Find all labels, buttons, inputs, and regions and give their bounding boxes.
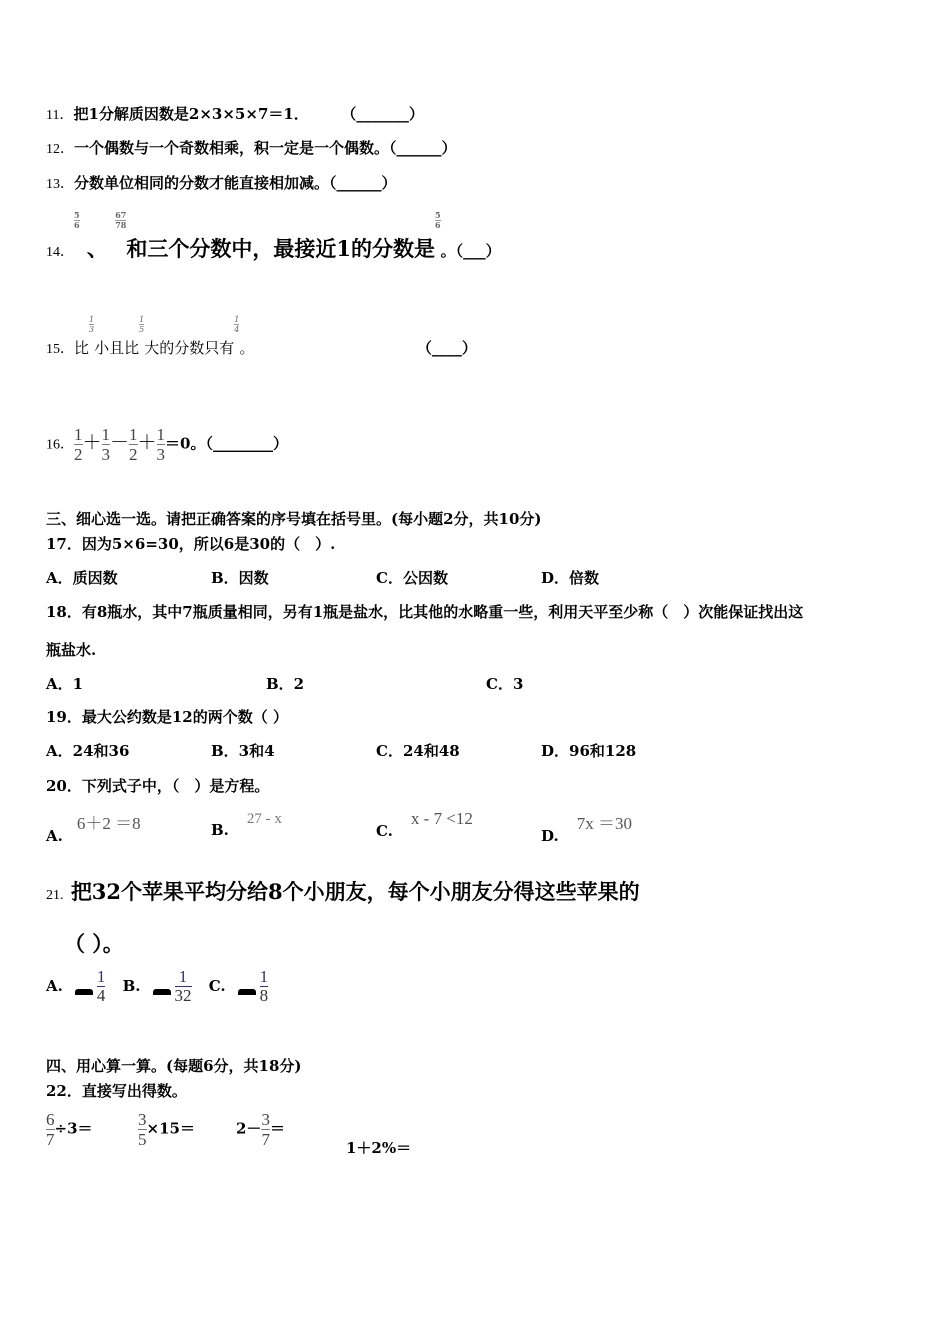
fraction-denominator: 4: [234, 325, 240, 334]
q19-option-a: A．24和36: [46, 742, 130, 760]
fraction-numerator: 1: [89, 315, 95, 324]
text-span: 12．: [46, 142, 74, 157]
fraction-denominator: 32: [174, 986, 192, 1005]
text-span: [139, 315, 144, 334]
text-span: [74, 425, 83, 464]
q19-option-d: D．96和128: [541, 742, 637, 760]
fraction-numerator: 1: [156, 425, 166, 444]
q20-option-d: [541, 814, 632, 846]
q21-option-b: [122, 967, 192, 1005]
text-span: A.: [46, 976, 63, 995]
q20-option-c: [376, 809, 473, 841]
text-span: 27 - x: [246, 811, 282, 827]
fraction-denominator: 2: [129, 445, 138, 464]
question-17: 17．因为5×6=30，所以6是30的（ ）.: [46, 535, 336, 553]
text-span: [234, 315, 239, 334]
q21-option-a: [46, 967, 106, 1005]
text-span: 15．: [46, 342, 74, 357]
fraction-numerator: 1: [74, 425, 83, 444]
question-18-cont: 瓶盐水.: [46, 641, 97, 659]
fraction-numerator: 1: [178, 967, 188, 986]
q22-item-3: [236, 1110, 285, 1149]
fraction-denominator: 6: [74, 220, 80, 230]
text-span: [129, 425, 138, 464]
fraction-denominator: 6: [434, 220, 441, 230]
text-span: 6＋2 ＝8: [76, 814, 141, 833]
text-span: [46, 1110, 55, 1149]
fraction-numerator: 1: [139, 315, 145, 324]
text-span: C.: [376, 822, 393, 840]
fraction-numerator: 3: [138, 1110, 147, 1129]
text-span: B.: [211, 821, 229, 839]
question-19: 19．最大公约数是12的两个数（ ）: [46, 708, 288, 726]
text-span: 14．: [46, 245, 74, 260]
q21-option-c: [208, 967, 269, 1005]
text-span: 把32个苹果平均分给8个小朋友，每个小朋友分得这些苹果的: [70, 879, 640, 904]
q17-option-d: D．倍数: [541, 569, 600, 587]
q22-item-4: 1＋2%＝: [346, 1139, 412, 1157]
fraction-numerator: 3: [261, 1110, 270, 1129]
question-16: [46, 425, 288, 464]
text-span: B.: [122, 976, 141, 995]
question-11: [46, 103, 424, 124]
fraction-denominator: 7: [46, 1130, 55, 1149]
text-span: ＝0。（________）: [165, 434, 288, 453]
text-span: 和三个分数中，最接近1的分数是: [126, 236, 435, 261]
text-span: 。（___）: [440, 242, 501, 260]
fraction-denominator: 8: [120, 220, 127, 230]
text-span: ＋: [82, 431, 102, 454]
text-span: （____）: [424, 339, 477, 357]
text-span: ＋: [137, 431, 157, 454]
question-21: [46, 876, 640, 906]
fraction: [74, 211, 80, 230]
text-span: [157, 425, 166, 464]
text-span: 大的分数只有: [144, 339, 235, 357]
q21-options: [46, 968, 268, 1005]
text-span: A.: [46, 827, 63, 845]
text-span: 7x ＝30: [576, 814, 632, 833]
q20-option-a: [46, 814, 141, 846]
text-span: ÷3＝: [54, 1119, 93, 1138]
fraction-denominator: 7: [261, 1130, 270, 1149]
text-span: [435, 211, 441, 230]
question-22: 22．直接写出得数。: [46, 1082, 187, 1100]
q19-option-c: C．24和48: [376, 742, 460, 760]
placeholder-box: [75, 989, 93, 995]
q17-option-b: B．因数: [211, 569, 269, 587]
question-18: 18．有8瓶水，其中7瓶质量相同，另有1瓶是盐水，比其他的水略重一些，利用天平至少称（ ）次能保证找出这: [46, 603, 804, 621]
question-13: [46, 172, 397, 193]
placeholder-box: [153, 989, 171, 995]
section-4-heading: 四、用心算一算。(每题6分，共18分): [46, 1057, 302, 1075]
text-span: D.: [541, 827, 559, 845]
q18-option-a: A．1: [46, 675, 84, 693]
fraction-numerator: 5: [74, 210, 80, 220]
q20-option-b: [211, 811, 282, 840]
fraction-denominator: 4: [96, 986, 106, 1005]
text-span: x - 7 <12: [410, 809, 473, 828]
section-3-heading: 三、细心选一选。请把正确答案的序号填在括号里。(每小题2分，共10分): [46, 510, 542, 528]
text-span: 11．: [46, 108, 74, 123]
fraction-numerator: 1: [259, 967, 269, 986]
fraction-numerator: 6: [115, 210, 121, 220]
text-span: [260, 968, 269, 1005]
fraction-numerator: 1: [101, 425, 111, 444]
text-span: ×15＝: [146, 1119, 195, 1138]
text-span: [102, 425, 111, 464]
fraction-denominator: 5: [138, 1130, 147, 1149]
question-12: [46, 137, 457, 158]
question-14: [46, 210, 501, 263]
text-span: 分数单位相同的分数才能直接相加减。（______）: [74, 174, 397, 192]
fraction-numerator: 7: [120, 210, 127, 220]
text-span: [97, 968, 106, 1005]
text-span: 一个偶数与一个奇数相乘，积一定是一个偶数。（______）: [74, 139, 457, 157]
fraction-denominator: 5: [139, 325, 145, 334]
text-span: ＝: [269, 1119, 285, 1138]
fraction-denominator: 3: [156, 445, 166, 464]
text-span: －: [110, 431, 130, 454]
question-21-cont: （ ）。: [64, 931, 124, 956]
text-span: 。: [239, 339, 255, 357]
text-span: [261, 1110, 270, 1149]
q18-option-b: B．2: [266, 675, 305, 693]
text-span: 13．: [46, 177, 74, 192]
question-15: [46, 315, 477, 358]
text-span: [121, 211, 127, 230]
text-span: [138, 1110, 147, 1149]
text-span: C.: [208, 976, 226, 995]
fraction-denominator: 7: [115, 220, 121, 230]
fraction-numerator: 1: [234, 315, 240, 324]
text-span: 2－: [236, 1119, 262, 1138]
q22-item-2: [138, 1110, 195, 1149]
fraction-numerator: 5: [434, 210, 441, 220]
fraction-numerator: 1: [96, 967, 106, 986]
fraction-numerator: 6: [46, 1110, 55, 1129]
text-span: 、: [86, 236, 108, 261]
text-span: 把1分解质因数是2×3×5×7＝1．: [73, 105, 309, 123]
placeholder-box: [238, 989, 256, 995]
q17-option-c: C．公因数: [376, 569, 448, 587]
q17-option-a: A．质因数: [46, 569, 118, 587]
text-span: 16．: [46, 437, 74, 453]
text-span: 21.: [46, 888, 64, 903]
fraction-numerator: 1: [129, 425, 138, 444]
fraction-denominator: 8: [259, 986, 269, 1005]
q18-option-c: C．3: [486, 675, 524, 693]
text-span: （_______）: [348, 105, 424, 123]
q22-item-1: [46, 1110, 93, 1149]
q19-option-b: B．3和4: [211, 742, 275, 760]
text-span: [89, 315, 94, 334]
text-span: 小且比: [94, 339, 140, 357]
text-span: [175, 968, 192, 1005]
fraction-denominator: 3: [101, 445, 111, 464]
fraction-denominator: 2: [74, 445, 83, 464]
text-span: 比: [74, 339, 90, 357]
question-20: 20．下列式子中，（ ）是方程。: [46, 777, 270, 795]
fraction-denominator: 3: [89, 325, 95, 334]
